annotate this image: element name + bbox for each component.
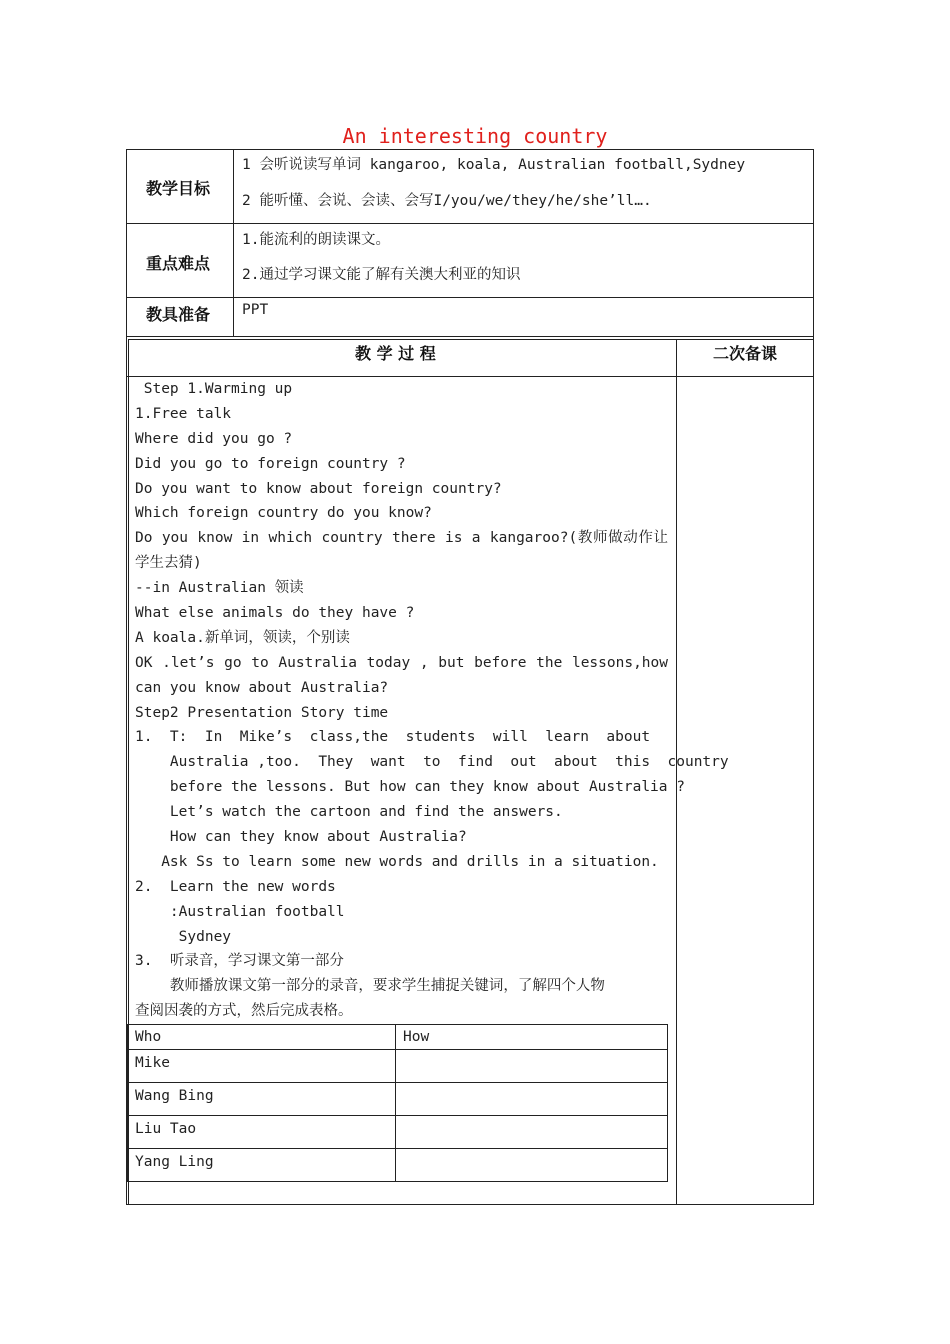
- process-body: [135, 377, 729, 1024]
- process-line: 3. 听录音，学习课文第一部分: [135, 953, 344, 970]
- objectives-line-2: 2 能听懂、会说、会读、会写I/you/we/they/he/she’ll….: [242, 193, 652, 209]
- process-line: Step2 Presentation Story time: [135, 704, 389, 721]
- table-cell-who: Liu Tao: [128, 1116, 396, 1149]
- table-row: [128, 1116, 668, 1149]
- table-header-how: How: [396, 1025, 668, 1050]
- process-line: Step 1.Warming up: [135, 381, 293, 397]
- process-line: :Australian football: [135, 903, 345, 920]
- table-header-who: Who: [128, 1025, 396, 1050]
- materials-label: 教具准备: [146, 305, 211, 324]
- process-line: 查阅因袭的方式，然后完成表格。: [135, 1003, 353, 1020]
- process-line: A koala.新单词，领读，个别读: [135, 629, 350, 646]
- row-divider: [126, 223, 814, 224]
- key-points-line-2: 2.通过学习课文能了解有关澳大利亚的知识: [242, 267, 521, 283]
- row-divider: [126, 297, 814, 298]
- row-divider: [126, 336, 814, 337]
- who-how-table: [127, 1024, 668, 1182]
- objectives-label: 教学目标: [146, 179, 211, 198]
- process-line: 学生去猜): [135, 555, 202, 572]
- process-line: 1. T: In Mike’s class,the students will learn about: [135, 729, 651, 746]
- table-cell-how: [396, 1050, 668, 1083]
- process-line: Let’s watch the cartoon and find the answers.: [135, 804, 563, 821]
- process-line: Where did you go ?: [135, 430, 293, 447]
- process-line: before the lessons. But how can they know about Australia ?: [135, 779, 685, 796]
- table-cell-how: [396, 1116, 668, 1149]
- process-line: 1.Free talk: [135, 405, 232, 422]
- table-row: [128, 1149, 668, 1182]
- process-line: Which foreign country do you know?: [135, 505, 432, 522]
- table-cell-who: Wang Bing: [128, 1083, 396, 1116]
- process-line: 2. Learn the new words: [135, 878, 336, 895]
- process-line: 教师播放课文第一部分的录音，要求学生捕捉关键词，了解四个人物: [135, 978, 605, 995]
- process-line: Did you go to foreign country ?: [135, 455, 406, 472]
- column-divider: [233, 149, 234, 336]
- objectives-line-1: 1 会听说读写单词 kangaroo, koala, Australian football,Sydney: [242, 157, 746, 173]
- row-divider: [128, 339, 814, 340]
- table-header-row: [128, 1025, 668, 1050]
- process-line: can you know about Australia?: [135, 679, 389, 696]
- process-header: 教 学 过 程: [355, 344, 436, 363]
- materials-value: PPT: [242, 302, 269, 318]
- process-line: Do you know in which country there is a kangaroo?(教师做动作让: [135, 530, 668, 547]
- process-line: Sydney: [135, 928, 232, 945]
- process-line: How can they know about Australia?: [135, 829, 467, 846]
- table-cell-how: [396, 1083, 668, 1116]
- table-cell-who: Yang Ling: [128, 1149, 396, 1182]
- table-row: [128, 1083, 668, 1116]
- process-line: --in Australian 领读: [135, 580, 304, 597]
- key-points-line-1: 1.能流利的朗读课文。: [242, 232, 390, 248]
- process-line: Do you want to know about foreign country?: [135, 480, 502, 497]
- process-line: OK .let’s go to Australia today , but before the lessons,how: [135, 654, 668, 671]
- table-row: [128, 1050, 668, 1083]
- process-line: Ask Ss to learn some new words and drills in a situation.: [135, 853, 659, 870]
- table-cell-who: Mike: [128, 1050, 396, 1083]
- column-divider: [676, 339, 677, 1205]
- key-points-label: 重点难点: [146, 254, 211, 273]
- process-line: What else animals do they have ?: [135, 605, 415, 622]
- table-cell-how: [396, 1149, 668, 1182]
- document-title: An interesting country: [342, 124, 608, 148]
- secondary-prep-header: 二次备课: [713, 344, 778, 363]
- process-line: Australia ,too. They want to find out about this country: [135, 754, 729, 771]
